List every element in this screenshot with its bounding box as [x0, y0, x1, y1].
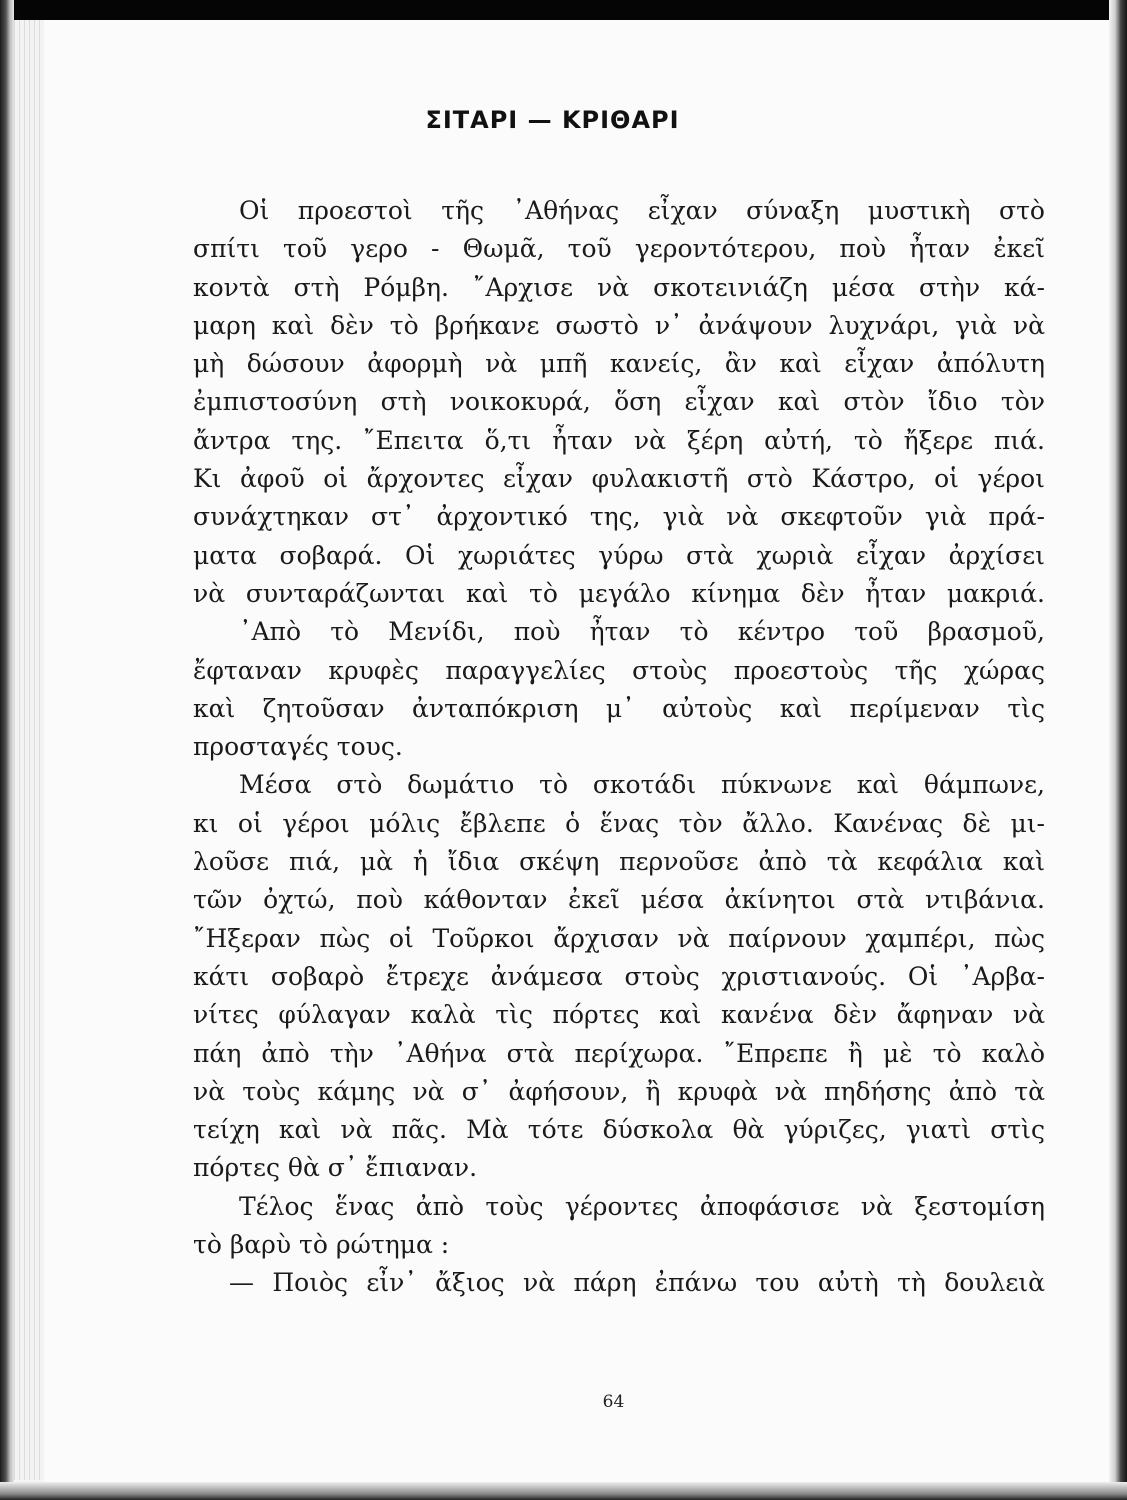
text-line: μαρη καὶ δὲν τὸ βρήκανε σωστὸ ν᾿ ἀνάψουν λυχνάρι, γιὰ νὰ — [193, 310, 1045, 340]
text-line: κοντὰ στὴ Ρόμβη. ῎Αρχισε νὰ σκοτεινιάζη μέσα στὴν κά- — [193, 272, 1045, 302]
text-line: ἄντρα της. ῎Επειτα ὅ,τι ἦταν νὰ ξέρη αὐτή, τὸ ἤξερε πιά. — [193, 425, 1045, 455]
scan-top-edge — [0, 0, 1127, 20]
text-line: κάτι σοβαρὸ ἔτρεχε ἀνάμεσα στοὺς χριστιανούς. Οἱ ᾿Αρβα- — [193, 961, 1045, 991]
text-line: τῶν ὀχτώ, ποὺ κάθονταν ἐκεῖ μέσα ἀκίνητοι στὰ ντιβάνια. — [193, 885, 1045, 915]
text-line: προσταγές τους. — [193, 732, 403, 762]
text-line: μὴ δώσουν ἀφορμὴ νὰ μπῆ κανείς, ἂν καὶ εἶχαν ἀπόλυτη — [193, 349, 1045, 379]
text-line: σπίτι τοῦ γερο - Θωμᾶ, τοῦ γεροντότερου, ποὺ ἦταν ἐκεῖ — [193, 234, 1045, 264]
text-line: ματα σοβαρά. Οἱ χωριάτες γύρω στὰ χωριὰ εἶχαν ἀρχίσει — [193, 540, 1045, 570]
text-line: Κι ἀφοῦ οἱ ἄρχοντες εἶχαν φυλακιστῆ στὸ Κάστρο, οἱ γέροι — [193, 464, 1045, 494]
text-line: — Ποιὸς εἶν᾿ ἄξιος νὰ πάρη ἐπάνω του αὐτὴ τὴ δουλειὰ — [229, 1268, 1045, 1298]
scan-right-edge — [1109, 0, 1127, 1500]
text-line: λοῦσε πιά, μὰ ἡ ἴδια σκέψη περνοῦσε ἀπὸ τὰ κεφάλια καὶ — [193, 847, 1045, 877]
text-line: νὰ συνταράζωνται καὶ τὸ μεγάλο κίνημα δὲν ἦταν μακριά. — [193, 578, 1045, 608]
scan-left-edge — [0, 0, 14, 1500]
text-line: νίτες φύλαγαν καλὰ τὶς πόρτες καὶ κανένα δὲν ἄφηναν νὰ — [193, 1000, 1045, 1030]
text-line: Μέσα στὸ δωμάτιο τὸ σκοτάδι πύκνωνε καὶ θάμπωνε, — [239, 770, 1045, 800]
text-line: τὸ βαρὺ τὸ ρώτημα : — [193, 1230, 450, 1260]
text-line: ῎Ηξεραν πὼς οἱ Τοῦρκοι ἄρχισαν νὰ παίρνουν χαμπέρι, πὼς — [193, 923, 1045, 953]
scan-bottom-edge — [0, 1482, 1127, 1500]
text-line: κι οἱ γέροι μόλις ἔβλεπε ὁ ἕνας τὸν ἄλλο. Κανένας δὲ μι- — [193, 808, 1045, 838]
text-line: ἔφταναν κρυφὲς παραγγελίες στοὺς προεστοὺς τῆς χώρας — [193, 655, 1045, 685]
text-line: καὶ ζητοῦσαν ἀνταπόκριση μ᾿ αὐτοὺς καὶ περίμεναν τὶς — [193, 693, 1045, 723]
text-line: πάη ἀπὸ τὴν ᾿Αθήνα στὰ περίχωρα. ῎Επρεπε ἢ μὲ τὸ καλὸ — [193, 1038, 1045, 1068]
text-line: τείχη καὶ νὰ πᾶς. Μὰ τότε δύσκολα θὰ γύριζες, γιατὶ στὶς — [193, 1115, 1045, 1145]
text-line: νὰ τοὺς κάμης νὰ σ᾿ ἀφήσουν, ἢ κρυφὰ νὰ πηδήσης ἀπὸ τὰ — [193, 1076, 1045, 1106]
text-line: συνάχτηκαν στ᾿ ἀρχοντικό της, γιὰ νὰ σκεφτοῦν γιὰ πρά- — [193, 502, 1045, 532]
text-line: ᾿Απὸ τὸ Μενίδι, ποὺ ἦταν τὸ κέντρο τοῦ βρασμοῦ, — [239, 617, 1045, 647]
text-line: πόρτες θὰ σ᾿ ἔπιαναν. — [193, 1153, 478, 1183]
text-line: Τέλος ἕνας ἀπὸ τοὺς γέροντες ἀποφάσισε νὰ ξεστομίση — [239, 1191, 1045, 1221]
body-text — [193, 192, 1045, 1303]
text-line: Οἱ προεστοὶ τῆς ᾿Αθήνας εἶχαν σύναξη μυστικὴ στὸ — [239, 196, 1045, 225]
page-stack-edge — [14, 20, 44, 1480]
chapter-title: ΣΙΤΑΡΙ — ΚΡΙΘΑΡΙ — [425, 106, 680, 134]
text-line: ἐμπιστοσύνη στὴ νοικοκυρά, ὅση εἶχαν καὶ στὸν ἴδιο τὸν — [193, 387, 1045, 417]
page-number: 64 — [602, 1392, 625, 1412]
